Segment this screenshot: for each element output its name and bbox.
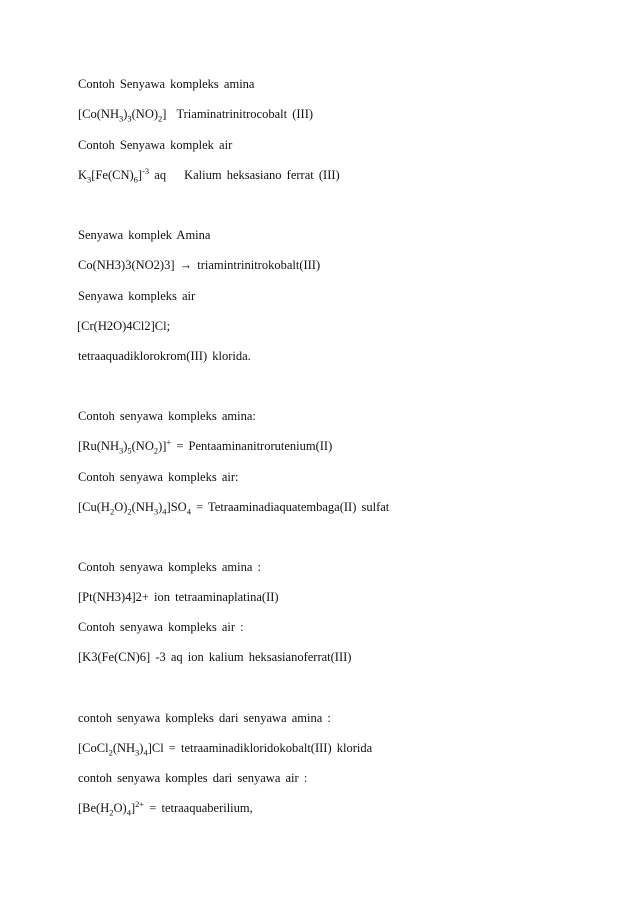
subscript: 3 [135, 747, 140, 758]
formula-part: O) [113, 801, 127, 815]
section-2-air-formula: [Cr(H2O)4Cl2]Cl; [77, 319, 171, 333]
subscript: 3 [87, 174, 92, 185]
section-4-amina-heading: Contoh senyawa kompleks amina : [78, 560, 261, 574]
subscript: 2 [108, 747, 113, 758]
formula-part: aq [149, 168, 167, 182]
subscript: 4 [143, 747, 148, 758]
formula-part: ) [158, 500, 163, 514]
subscript: 2 [109, 807, 114, 818]
compound-name: ]Cl = tetraaminadikloridokobalt(III) klorida [147, 741, 373, 755]
section-3-amina-formula [78, 438, 332, 454]
formula-part: ] [137, 168, 143, 182]
section-4-air-formula: [K3(Fe(CN)6] -3 aq ion kalium heksasianoferrat(III) [78, 650, 352, 664]
superscript: -3 [142, 165, 150, 176]
section-5-air-formula [78, 800, 253, 816]
formula-part: (NH [112, 741, 136, 755]
superscript: + [166, 436, 172, 447]
subscript: 2 [127, 506, 132, 517]
section-3-air-heading: Contoh senyawa kompleks air: [78, 470, 239, 484]
section-3-amina-heading: Contoh senyawa kompleks amina: [78, 409, 256, 423]
subscript: 3 [127, 113, 132, 124]
subscript: 4 [126, 807, 131, 818]
section-4-amina-formula: [Pt(NH3)4]2+ ion tetraaminaplatina(II) [78, 590, 279, 604]
section-1-air-formula [78, 167, 340, 183]
formula-part: [Fe(CN) [91, 168, 134, 182]
formula-part: O) [114, 500, 128, 514]
formula-part: ] [130, 801, 136, 815]
formula-part: ) [123, 107, 128, 121]
subscript: 6 [133, 174, 138, 185]
compound-name: = Tetraaminadiaquatembaga(II) sulfat [190, 500, 390, 514]
formula-part: ) [123, 439, 128, 453]
section-2-amina-formula: Co(NH3)3(NO2)3] → triamintrinitrokobalt(III) [78, 258, 321, 272]
formula-part: [Ru(NH [78, 439, 119, 453]
formula-part: [CoCl [78, 741, 109, 755]
formula-part: [Cu(H [78, 500, 110, 514]
formula-part: ) [139, 741, 144, 755]
formula-part: ] [162, 107, 167, 121]
subscript: 2 [153, 445, 159, 456]
section-1-amina-heading: Contoh Senyawa kompleks amina [78, 77, 255, 91]
compound-name: = Pentaaminanitrorutenium(II) [171, 439, 333, 453]
section-1-air-heading: Contoh Senyawa komplek air [78, 138, 233, 152]
formula-part: (NO) [131, 107, 159, 121]
subscript: 5 [127, 445, 132, 456]
section-1-amina-formula [78, 106, 313, 122]
section-5-amina-heading: contoh senyawa kompleks dari senyawa amina : [78, 711, 331, 725]
subscript: 4 [162, 506, 167, 517]
formula-part: ]SO [166, 500, 187, 514]
section-4-air-heading: Contoh senyawa kompleks air : [78, 620, 244, 634]
section-5-amina-formula [78, 740, 372, 756]
compound-name: Triaminatrinitrocobalt (III) [176, 107, 314, 121]
section-5-air-heading: contoh senyawa komples dari senyawa air : [78, 771, 308, 785]
subscript: 3 [153, 506, 159, 517]
formula-part: [Co(NH [78, 107, 119, 121]
section-2-amina-heading: Senyawa komplek Amina [78, 228, 211, 242]
formula-part: (NH [131, 500, 154, 514]
subscript: 3 [118, 445, 124, 456]
subscript: 2 [109, 506, 115, 517]
subscript: 2 [158, 113, 163, 124]
section-2-air-name: tetraaquadiklorokrom(III) klorida. [78, 349, 251, 363]
compound-name: Kalium heksasiano ferrat (III) [184, 168, 340, 182]
subscript: 4 [186, 506, 191, 517]
superscript: 2+ [135, 798, 145, 809]
compound-name: = tetraaquaberilium, [144, 801, 253, 815]
section-3-air-formula [78, 499, 389, 515]
formula-part: K [78, 168, 88, 182]
subscript: 3 [118, 113, 124, 124]
formula-part: (NO [131, 439, 154, 453]
formula-part: )] [158, 439, 167, 453]
formula-part: [Be(H [78, 801, 110, 815]
section-2-air-heading: Senyawa kompleks air [78, 289, 196, 303]
